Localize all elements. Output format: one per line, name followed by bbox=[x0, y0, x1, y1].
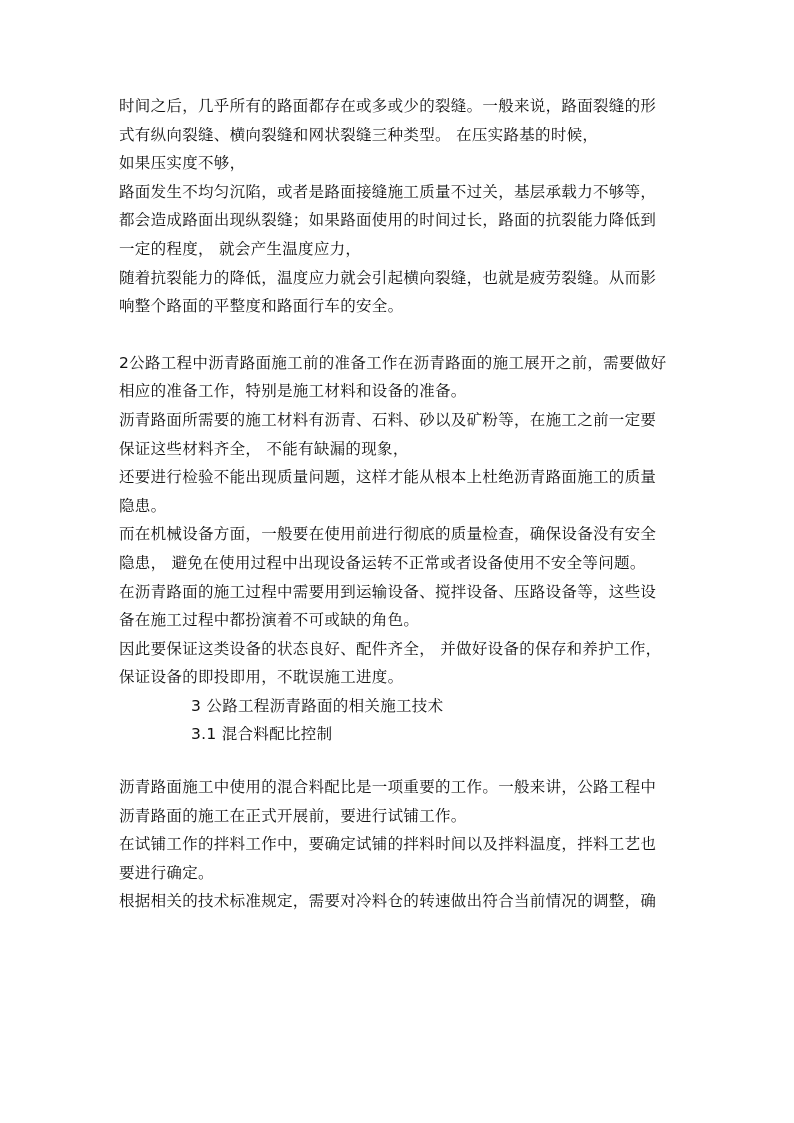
text-line: 如果压实度不够， bbox=[119, 154, 246, 173]
text-line: 要进行确定。 bbox=[119, 863, 214, 882]
subsection-heading: 3.1 混合料配比控制 bbox=[191, 725, 333, 744]
text-line: 备在施工过程中都扮演着不可或缺的角色。 bbox=[119, 611, 420, 630]
text-line: 因此要保证这类设备的状态良好、配件齐全， 并做好设备的保存和养护工作， bbox=[119, 639, 662, 658]
text-line: 2公路工程中沥青路面施工前的准备工作在沥青路面的施工展开之前，需要做好 bbox=[119, 353, 667, 372]
text-line: 沥青路面的施工在正式开展前，要进行试铺工作。 bbox=[119, 806, 467, 825]
text-line: 保证设备的即投即用，不耽误施工进度。 bbox=[119, 668, 404, 687]
text-line: 一定的程度， 就会产生温度应力， bbox=[119, 239, 362, 258]
text-line: 而在机械设备方面，一般要在使用前进行彻底的质量检查，确保设备没有安全 bbox=[119, 525, 657, 544]
text-line: 都会造成路面出现纵裂缝；如果路面使用的时间过长，路面的抗裂能力降低到 bbox=[119, 211, 657, 230]
text-line: 式有纵向裂缝、横向裂缝和网状裂缝三种类型。 在压实路基的时候， bbox=[119, 125, 599, 144]
text-line: 沥青路面施工中使用的混合料配比是一项重要的工作。一般来讲，公路工程中 bbox=[119, 778, 657, 797]
section-heading: 3 公路工程沥青路面的相关施工技术 bbox=[191, 696, 444, 715]
text-line: 隐患。 bbox=[119, 496, 167, 515]
text-line: 在试铺工作的拌料工作中，要确定试铺的拌料时间以及拌料温度，拌料工艺也 bbox=[119, 835, 657, 854]
text-line: 还要进行检验不能出现质量问题，这样才能从根本上杜绝沥青路面施工的质量 bbox=[119, 468, 657, 487]
text-line: 根据相关的技术标准规定，需要对冷料仓的转速做出符合当前情况的调整，确 bbox=[119, 892, 657, 911]
paragraph-gap bbox=[119, 749, 675, 773]
text-line: 保证这些材料齐全， 不能有缺漏的现象， bbox=[119, 439, 409, 458]
text-line: 路面发生不均匀沉陷，或者是路面接缝施工质量不过关，基层承载力不够等， bbox=[119, 182, 657, 201]
document-body bbox=[119, 92, 675, 916]
text-line: 在沥青路面的施工过程中需要用到运输设备、搅拌设备、压路设备等，这些设 bbox=[119, 582, 657, 601]
text-line: 相应的准备工作，特别是施工材料和设备的准备。 bbox=[119, 382, 467, 401]
text-line: 沥青路面所需要的施工材料有沥青、石料、砂以及矿粉等，在施工之前一定要 bbox=[119, 410, 657, 429]
text-line: 时间之后，几乎所有的路面都存在或多或少的裂缝。一般来说，路面裂缝的形 bbox=[119, 97, 657, 115]
text-line: 随着抗裂能力的降低，温度应力就会引起横向裂缝，也就是疲劳裂缝。从而影 bbox=[119, 268, 657, 287]
paragraph-gap bbox=[119, 321, 675, 349]
text-line: 响整个路面的平整度和路面行车的安全。 bbox=[119, 297, 404, 316]
text-line: 隐患， 避免在使用过程中出现设备运转不正常或者设备使用不安全等问题。 bbox=[119, 553, 646, 572]
